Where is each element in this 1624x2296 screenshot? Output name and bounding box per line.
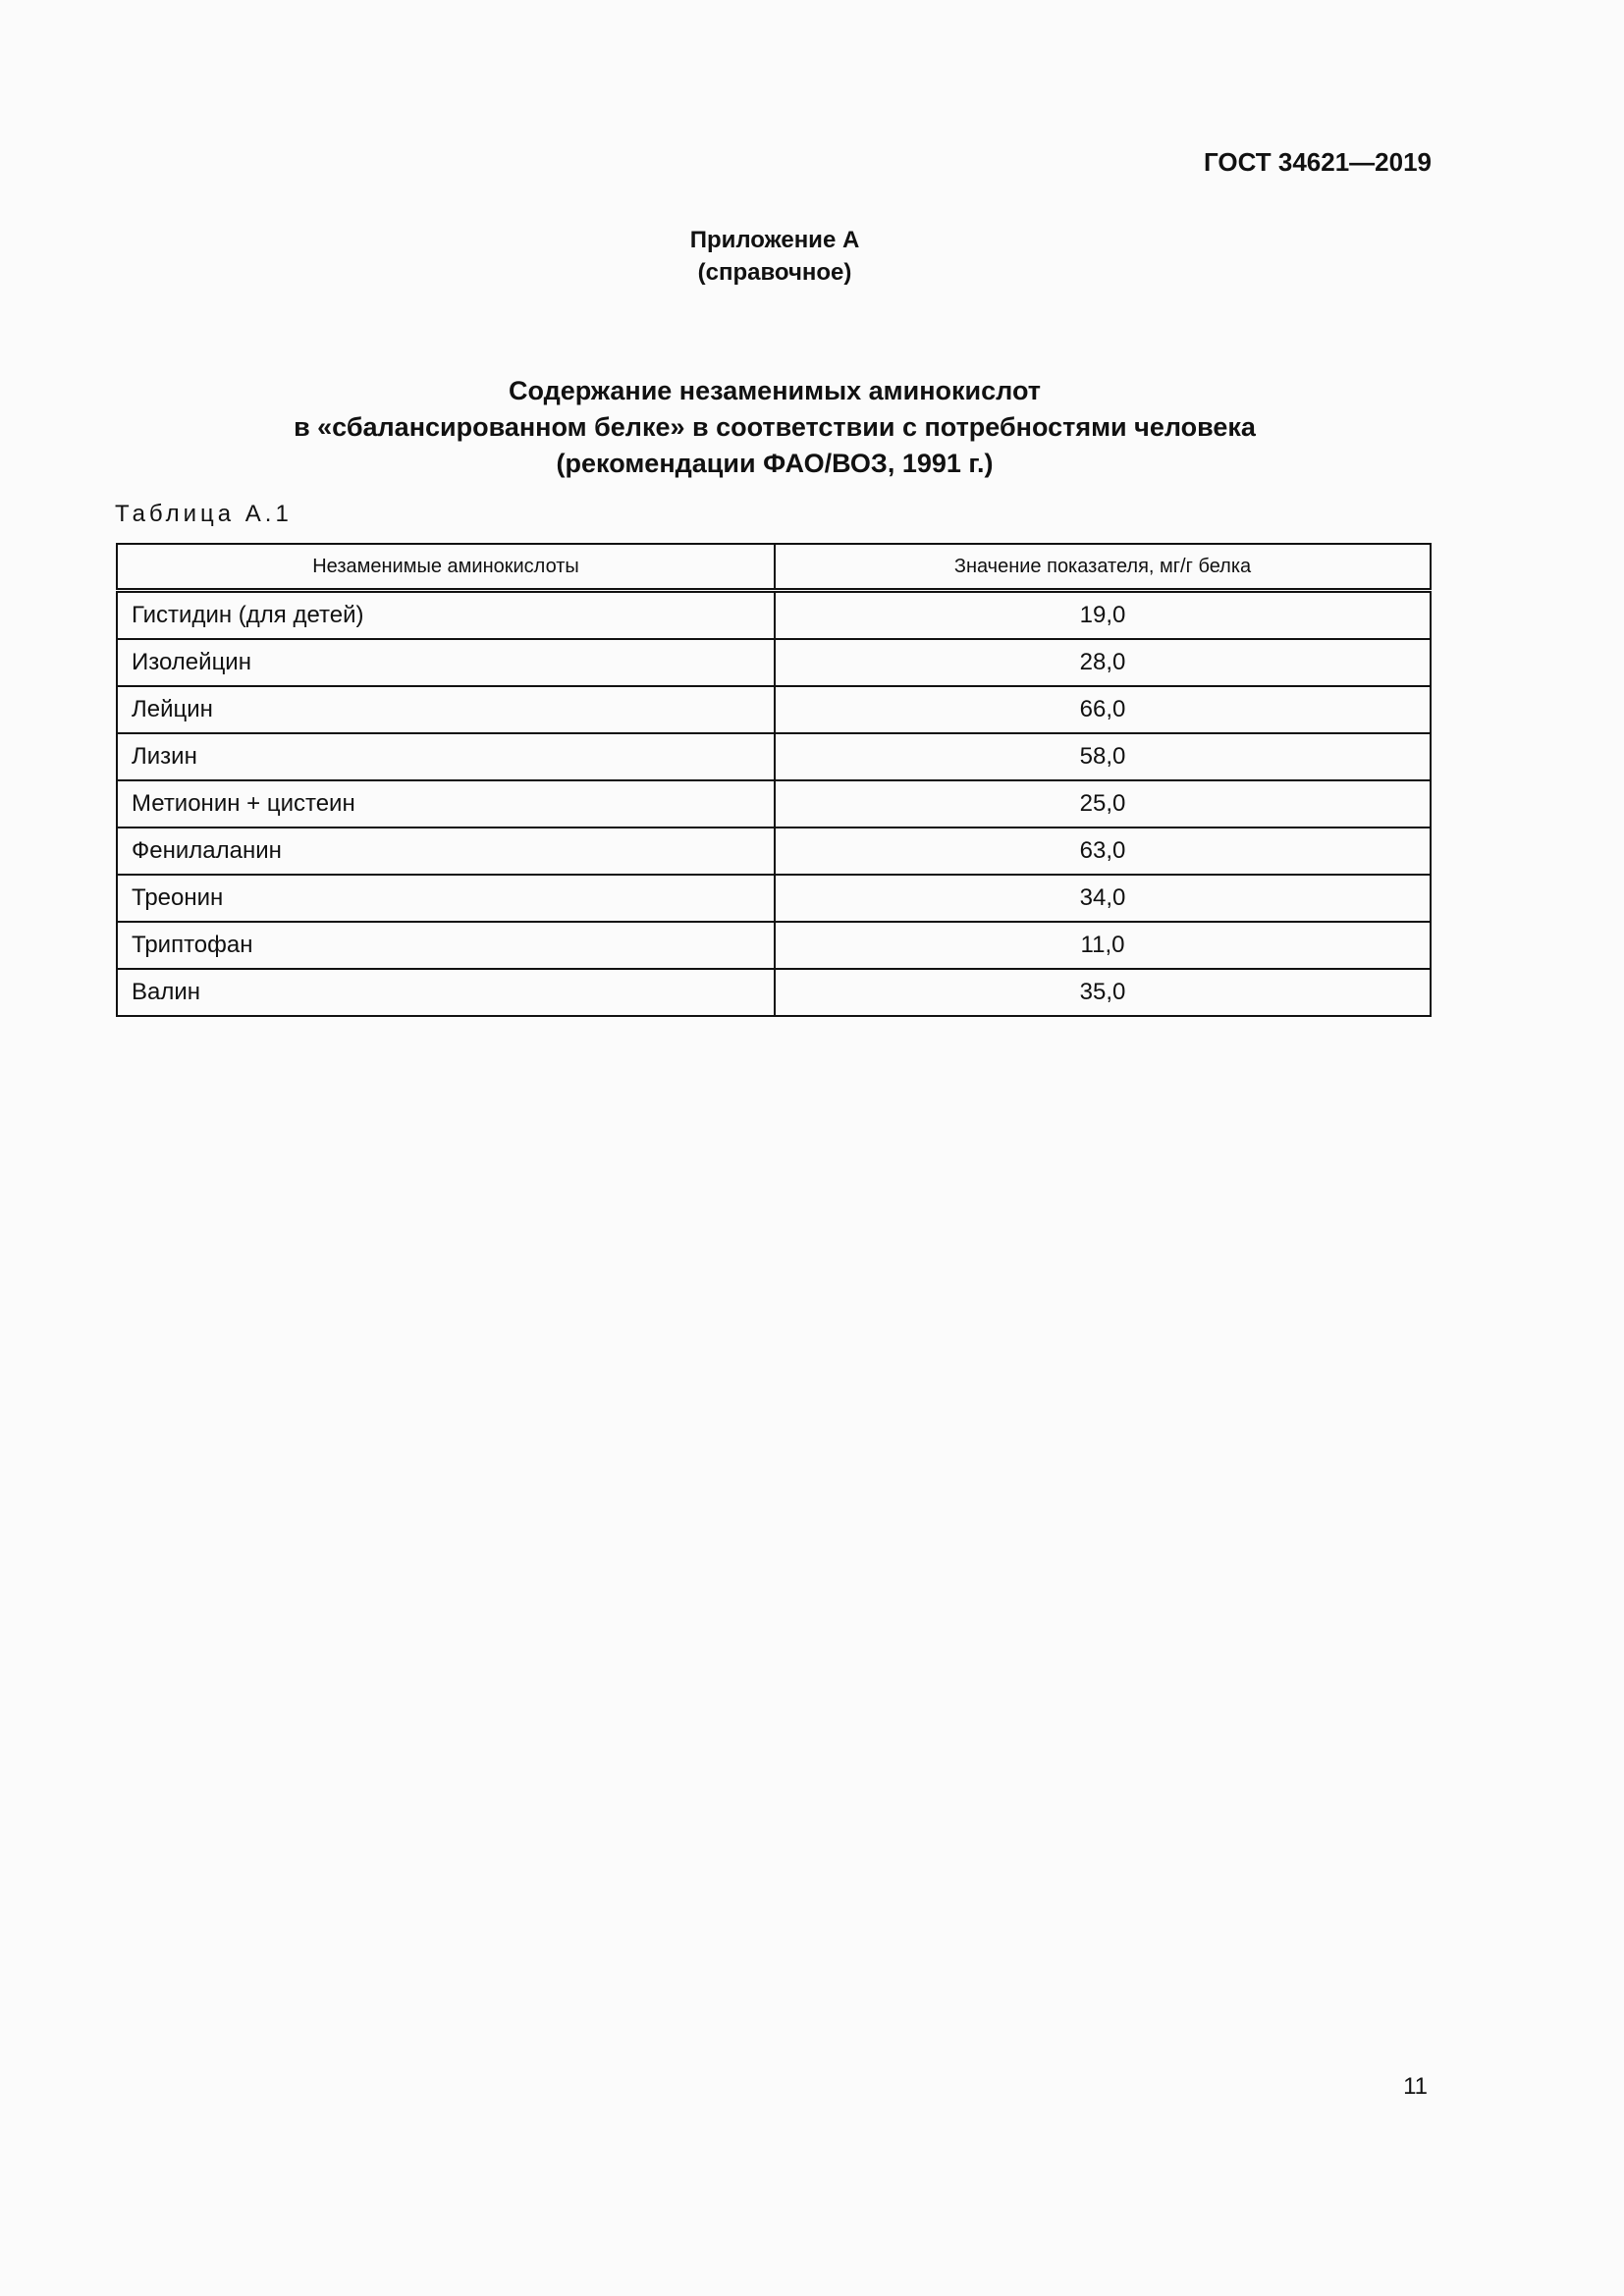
amino-acid-name: Изолейцин xyxy=(117,639,775,686)
title-line-3: (рекомендации ФАО/ВОЗ, 1991 г.) xyxy=(556,449,994,478)
appendix-title: Приложение А xyxy=(689,227,860,253)
column-header-amino-acids: Незаменимые аминокислоты xyxy=(117,544,775,591)
table-label: Таблица А.1 xyxy=(115,501,293,527)
amino-acid-value: 58,0 xyxy=(775,733,1431,780)
amino-acid-table xyxy=(116,543,1432,1017)
title-line-2: в «сбалансированном белке» в соответствии с потребностями человека xyxy=(294,412,1256,442)
amino-acid-name: Метионин + цистеин xyxy=(117,780,775,828)
amino-acid-value: 25,0 xyxy=(775,780,1431,828)
table-row xyxy=(117,639,1431,686)
section-title xyxy=(0,373,1549,482)
table-row xyxy=(117,875,1431,922)
table-row xyxy=(117,591,1431,640)
amino-acid-name: Треонин xyxy=(117,875,775,922)
amino-acid-name: Фенилаланин xyxy=(117,828,775,875)
page-number: 11 xyxy=(1403,2073,1428,2100)
document-code: ГОСТ 34621—2019 xyxy=(1204,147,1432,177)
table-row xyxy=(117,969,1431,1016)
appendix-type: (справочное) xyxy=(697,259,852,286)
table-header-row xyxy=(117,544,1431,591)
table-row xyxy=(117,686,1431,733)
table-row xyxy=(117,922,1431,969)
amino-acid-name: Лизин xyxy=(117,733,775,780)
amino-acid-value: 28,0 xyxy=(775,639,1431,686)
appendix-heading xyxy=(0,224,1549,289)
amino-acid-name: Лейцин xyxy=(117,686,775,733)
amino-acid-name: Триптофан xyxy=(117,922,775,969)
table-row xyxy=(117,780,1431,828)
amino-acid-value: 34,0 xyxy=(775,875,1431,922)
column-header-value: Значение показателя, мг/г белка xyxy=(775,544,1431,591)
amino-acid-name: Валин xyxy=(117,969,775,1016)
table-row xyxy=(117,828,1431,875)
amino-acid-name: Гистидин (для детей) xyxy=(117,591,775,640)
amino-acid-value: 19,0 xyxy=(775,591,1431,640)
title-line-1: Содержание незаменимых аминокислот xyxy=(508,376,1042,405)
amino-acid-value: 11,0 xyxy=(775,922,1431,969)
amino-acid-value: 66,0 xyxy=(775,686,1431,733)
amino-acid-value: 35,0 xyxy=(775,969,1431,1016)
table-row xyxy=(117,733,1431,780)
amino-acid-value: 63,0 xyxy=(775,828,1431,875)
